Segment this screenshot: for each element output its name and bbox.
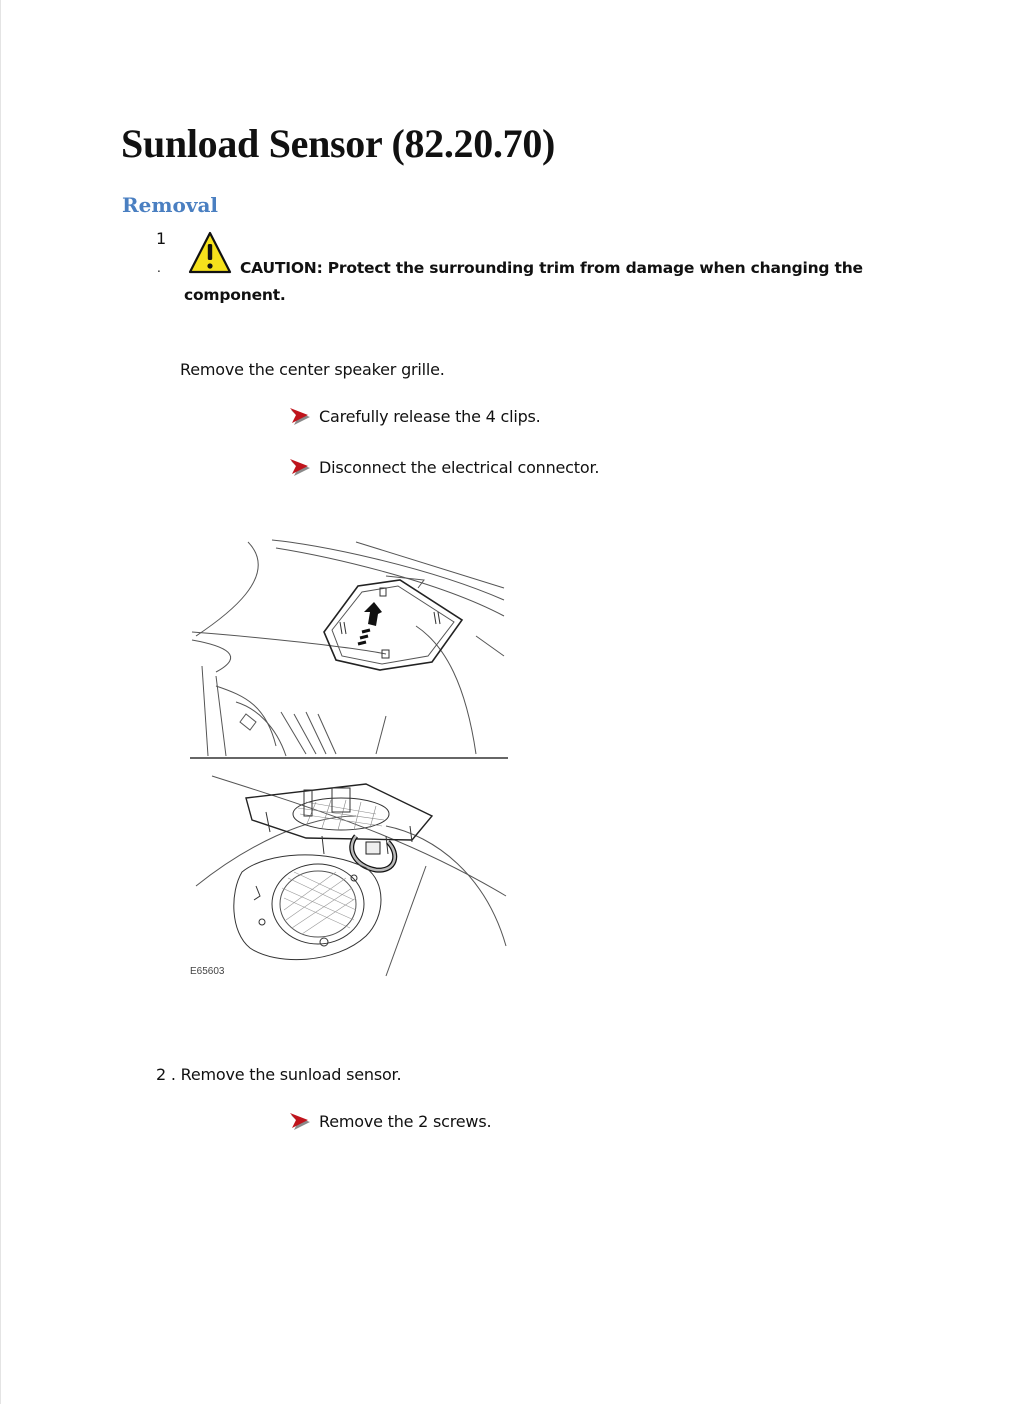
- list-item: Carefully release the 4 clips.: [319, 407, 541, 426]
- list-item: Disconnect the electrical connector.: [319, 458, 600, 477]
- caution-text: CAUTION: Protect the surrounding trim from damage when changing the: [240, 259, 863, 277]
- grille-removed-view: [196, 776, 506, 976]
- red-arrow-bullet-icon: [289, 406, 311, 426]
- step2-instruction: 2 . Remove the sunload sensor.: [156, 1065, 402, 1084]
- warning-triangle-icon: [188, 231, 232, 275]
- section-heading-removal: Removal: [122, 193, 219, 217]
- speaker-grille-illustration: [186, 536, 508, 982]
- red-arrow-bullet-icon: [289, 1111, 311, 1131]
- step1-instruction: Remove the center speaker grille.: [180, 360, 445, 379]
- step-marker: .: [157, 261, 161, 275]
- figure-code: E65603: [190, 966, 225, 977]
- dashboard-top-view: [192, 540, 504, 756]
- caution-text-continued: component.: [184, 286, 286, 304]
- page-edge: [0, 0, 1, 1404]
- page-title: Sunload Sensor (82.20.70): [121, 121, 556, 166]
- step-number: 1: [156, 229, 167, 248]
- list-item: Remove the 2 screws.: [319, 1112, 492, 1131]
- red-arrow-bullet-icon: [289, 457, 311, 477]
